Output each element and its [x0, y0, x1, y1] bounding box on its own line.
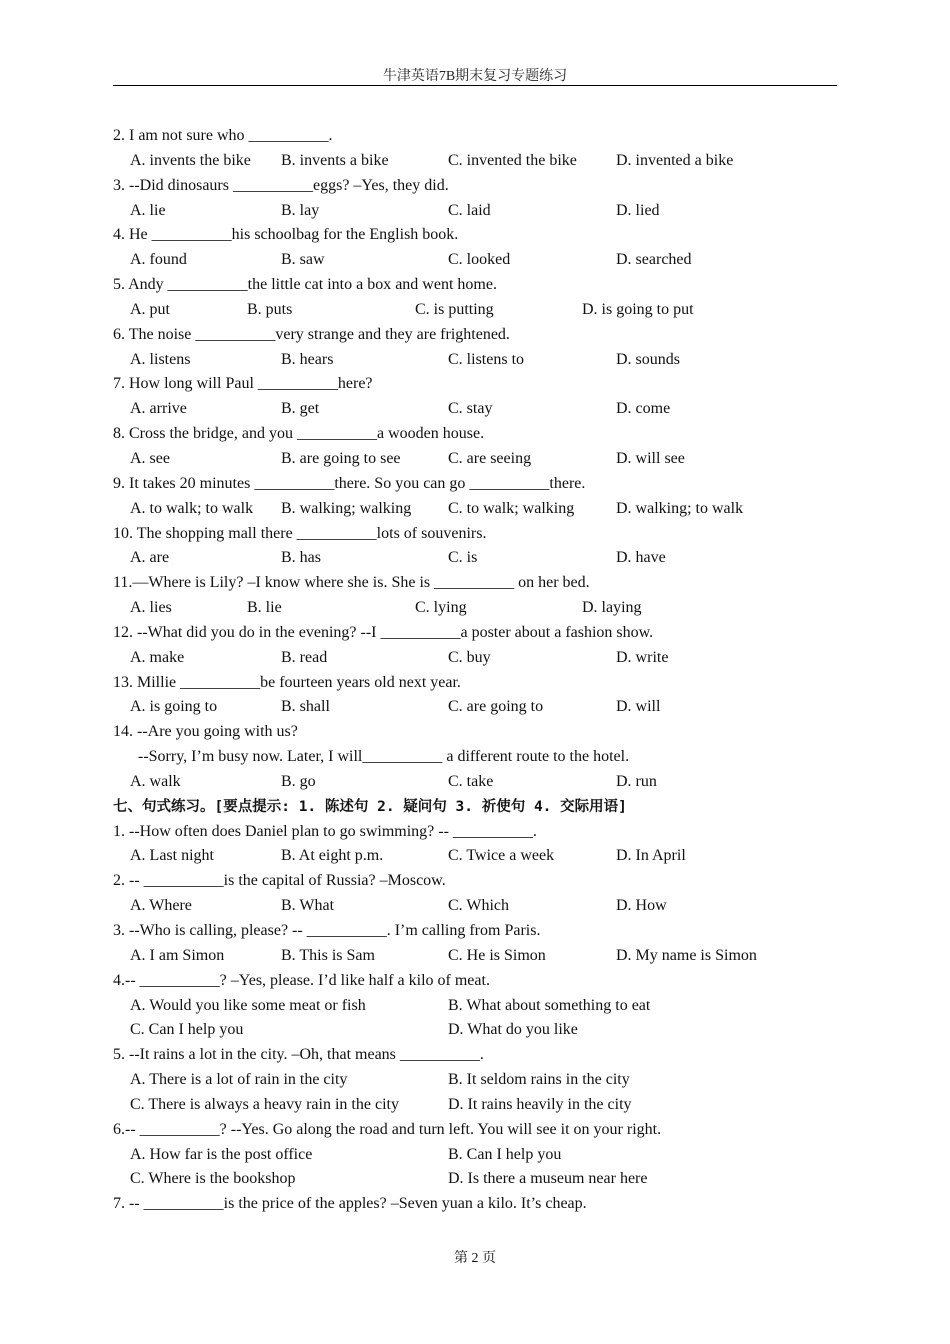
answer-option: C. stay [448, 400, 493, 418]
answer-option: D. is going to put [582, 300, 694, 318]
answer-option: C. Where is the bookshop [130, 1170, 296, 1188]
answer-option: D. invented a bike [616, 151, 734, 169]
answer-option: A. Last night [130, 847, 214, 865]
answer-option: C. Which [448, 897, 510, 915]
answer-option: B. What about something to eat [448, 996, 651, 1014]
answer-option: A. How far is the post office [130, 1145, 313, 1163]
answer-option: A. Would you like some meat or fish [130, 996, 366, 1014]
answer-option: A. walk [130, 772, 181, 790]
answer-option: C. listens to [448, 350, 525, 368]
answer-option: C. He is Simon [448, 946, 546, 964]
answer-option: C. looked [448, 251, 511, 269]
answer-option: C. Can I help you [130, 1021, 244, 1039]
question-text: 6.-- __________? --Yes. Go along the road and turn left. You will see it on your right. [113, 1120, 662, 1138]
answer-options [113, 546, 837, 571]
answer-option: B. lie [247, 599, 282, 617]
answer-option: D. have [616, 549, 666, 567]
answer-options [113, 695, 837, 720]
answer-option: B. This is Sam [281, 946, 375, 964]
question-text: 2. -- __________is the capital of Russia? –Moscow. [113, 872, 446, 890]
answer-option: B. are going to see [281, 449, 401, 467]
answer-option: D. What do you like [448, 1021, 578, 1039]
answer-option: A. listens [130, 350, 191, 368]
answer-option: D. searched [616, 251, 692, 269]
answer-option: D. My name is Simon [616, 946, 757, 964]
question-text: --Sorry, I’m busy now. Later, I will__________ a different route to the hotel. [138, 748, 630, 766]
answer-options [113, 447, 837, 472]
answer-options [113, 1167, 837, 1192]
page-number: 第 2 页 [454, 1251, 496, 1266]
answer-option: D. Is there a museum near here [448, 1170, 648, 1188]
answer-option: C. invented the bike [448, 151, 577, 169]
question-text: 7. How long will Paul __________here? [113, 375, 373, 393]
answer-option: A. lie [130, 201, 166, 219]
answer-option: D. write [616, 648, 669, 666]
answer-option: B. lay [281, 201, 320, 219]
answer-options [113, 844, 837, 869]
answer-option: A. put [130, 300, 170, 318]
answer-options [113, 149, 837, 174]
answer-options [113, 994, 837, 1019]
answer-options [113, 497, 837, 522]
question-text: 1. --How often does Daniel plan to go swimming? -- __________. [113, 822, 537, 840]
answer-option: C. laid [448, 201, 491, 219]
question-text: 10. The shopping mall there __________lots of souvenirs. [113, 524, 487, 542]
answer-option: B. get [281, 400, 320, 418]
answer-option: D. sounds [616, 350, 681, 368]
answer-option: A. arrive [130, 400, 187, 418]
answer-option: C. are seeing [448, 449, 532, 467]
answer-option: C. Twice a week [448, 847, 555, 865]
answer-option: D. laying [582, 599, 642, 617]
question-text: 8. Cross the bridge, and you __________a wooden house. [113, 425, 485, 443]
answer-option: B. read [281, 648, 328, 666]
answer-option: D. come [616, 400, 671, 418]
answer-option: A. There is a lot of rain in the city [130, 1071, 348, 1089]
answer-option: D. It rains heavily in the city [448, 1095, 632, 1113]
answer-option: A. I am Simon [130, 946, 225, 964]
answer-options [113, 199, 837, 224]
answer-options [113, 1018, 837, 1043]
answer-option: D. lied [616, 201, 660, 219]
answer-option: C. is putting [415, 300, 494, 318]
answer-option: A. lies [130, 599, 172, 617]
answer-options [113, 397, 837, 422]
answer-option: C. are going to [448, 698, 544, 716]
answer-option: B. hears [281, 350, 334, 368]
answer-option: A. to walk; to walk [130, 499, 254, 517]
answer-option: B. shall [281, 698, 330, 716]
answer-option: B. What [281, 897, 335, 915]
question-text: 5. Andy __________the little cat into a box and went home. [113, 276, 497, 294]
answer-options [113, 770, 837, 795]
question-text: 7. -- __________is the price of the apples? –Seven yuan a kilo. It’s cheap. [113, 1195, 587, 1213]
answer-option: A. are [130, 549, 170, 567]
answer-option: A. Where [130, 897, 192, 915]
answer-option: B. walking; walking [281, 499, 412, 517]
answer-option: C. is [448, 549, 478, 567]
answer-option: B. go [281, 772, 316, 790]
answer-options [113, 646, 837, 671]
answer-option: D. walking; to walk [616, 499, 744, 517]
answer-options [113, 596, 837, 621]
answer-option: D. In April [616, 847, 686, 865]
answer-option: B. has [281, 549, 321, 567]
answer-option: B. At eight p.m. [281, 847, 384, 865]
answer-option: B. puts [247, 300, 293, 318]
answer-options [113, 1068, 837, 1093]
answer-option: C. lying [415, 599, 467, 617]
answer-options [113, 894, 837, 919]
answer-options [113, 248, 837, 273]
question-text: 3. --Did dinosaurs __________eggs? –Yes, they did. [113, 176, 449, 194]
question-text: 5. --It rains a lot in the city. –Oh, that means __________. [113, 1046, 484, 1064]
answer-option: D. How [616, 897, 667, 915]
header-divider [113, 85, 837, 86]
question-text: 14. --Are you going with us? [113, 723, 298, 741]
question-text: 11.—Where is Lily? –I know where she is. She is __________ on her bed. [113, 574, 590, 592]
answer-option: D. will [616, 698, 661, 716]
question-text: 6. The noise __________very strange and they are frightened. [113, 325, 510, 343]
exercise-content [113, 124, 837, 1217]
answer-option: A. found [130, 251, 187, 269]
page-header-title: 牛津英语7B期末复习专题练习 [382, 69, 568, 84]
answer-options [113, 944, 837, 969]
answer-options [113, 298, 837, 323]
answer-option: D. run [616, 772, 657, 790]
question-text: 13. Millie __________be fourteen years old next year. [113, 673, 461, 691]
answer-option: D. will see [616, 449, 685, 467]
question-text: 9. It takes 20 minutes __________there. So you can go __________there. [113, 474, 586, 492]
answer-option: B. Can I help you [448, 1145, 562, 1163]
answer-option: B. It seldom rains in the city [448, 1071, 630, 1089]
question-text: 4. He __________his schoolbag for the English book. [113, 226, 459, 244]
question-text: 12. --What did you do in the evening? --I __________a poster about a fashion show. [113, 623, 654, 641]
answer-option: C. to walk; walking [448, 499, 575, 517]
answer-options [113, 1093, 837, 1118]
answer-option: A. is going to [130, 698, 218, 716]
question-text: 2. I am not sure who __________. [113, 127, 333, 144]
answer-option: A. invents the bike [130, 151, 251, 169]
section-heading: 七、句式练习。[要点提示: 1. 陈述句 2. 疑问句 3. 祈使句 4. 交际用语] [113, 798, 627, 815]
answer-option: C. There is always a heavy rain in the city [130, 1095, 399, 1113]
answer-option: A. see [130, 449, 170, 467]
answer-option: A. make [130, 648, 185, 666]
answer-option: C. buy [448, 648, 491, 666]
question-text: 3. --Who is calling, please? -- __________. I’m calling from Paris. [113, 922, 541, 939]
answer-option: C. take [448, 772, 494, 790]
question-text: 4.-- __________? –Yes, please. I’d like half a kilo of meat. [113, 971, 490, 989]
answer-option: B. invents a bike [281, 151, 389, 169]
answer-options [113, 348, 837, 373]
answer-options [113, 1143, 837, 1168]
answer-option: B. saw [281, 251, 325, 269]
